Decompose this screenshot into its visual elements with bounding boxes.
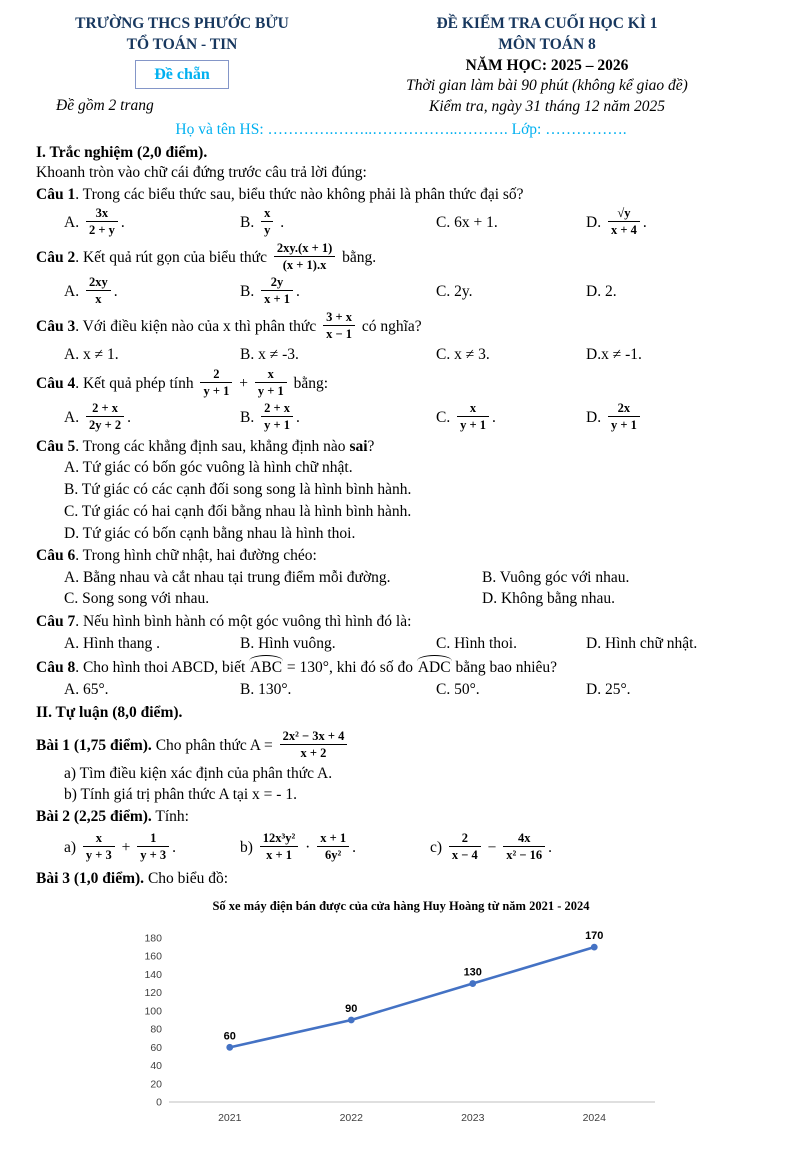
question-5-emphasis: sai bbox=[349, 437, 368, 455]
question-6-options bbox=[36, 568, 766, 610]
question-2-options bbox=[36, 276, 766, 309]
q3-option-c[interactable]: C. x ≠ 3. bbox=[436, 345, 490, 363]
question-7-options bbox=[36, 634, 766, 655]
fraction: $\frac{3x}{2 + y}$ bbox=[86, 206, 118, 237]
essay-2-part-a: a) $\frac{x}{y + 3}$ + $\frac{1}{y + 3}$ . bbox=[64, 830, 177, 862]
q6-option-b[interactable]: B. Vuông góc với nhau. bbox=[482, 569, 630, 587]
q7-option-c[interactable]: C. Hình thoi. bbox=[436, 634, 517, 652]
q2-option-a[interactable]: A. $\frac{2xy}{x}$ . bbox=[64, 274, 118, 306]
student-name-line: Họ và tên HS: ………….……..……………..………. Lớp: ……………. bbox=[175, 120, 627, 138]
exam-duration: Thời gian làm bài 90 phút (không kể giao đề) bbox=[406, 77, 688, 95]
question-4-options bbox=[36, 402, 766, 435]
sales-line-chart bbox=[123, 898, 679, 1136]
angle-hat-adc: ADC bbox=[417, 656, 452, 679]
svg-text:2021: 2021 bbox=[218, 1112, 242, 1125]
question-1 bbox=[36, 185, 766, 206]
question-5-options bbox=[36, 458, 766, 544]
essay-1-part-b: b) Tính giá trị phân thức A tại x = - 1. bbox=[64, 786, 297, 804]
svg-text:2022: 2022 bbox=[339, 1112, 363, 1125]
svg-text:60: 60 bbox=[223, 1030, 236, 1043]
svg-text:40: 40 bbox=[150, 1060, 162, 1073]
essay-1-part-a: a) Tìm điều kiện xác định của phân thức A. bbox=[64, 764, 333, 782]
essay-3: Bài 3 (1,0 điểm). Cho biểu đồ: bbox=[36, 869, 229, 887]
fraction: $\frac{x + 1}{\text{6y²}}$ bbox=[317, 831, 349, 862]
fraction: $\frac{\text{2x² − 3x + 4}}{x + 2}$ bbox=[280, 729, 348, 760]
question-3-options bbox=[36, 345, 766, 366]
svg-text:170: 170 bbox=[585, 930, 604, 943]
essay-2-part-b: b) $\frac{\text{12x³y²}}{x + 1}$ · $\frac{x + 1}{\text{6y²}}$ . bbox=[240, 830, 356, 862]
essay-2-parts bbox=[36, 832, 766, 865]
angle-hat-abc: ABC bbox=[249, 656, 283, 679]
q1-option-d[interactable]: D. $\frac{√y}{x + 4}$ . bbox=[586, 205, 647, 237]
q6-option-c[interactable]: C. Song song với nhau. bbox=[64, 590, 210, 608]
svg-text:0: 0 bbox=[156, 1096, 162, 1109]
question-5: Câu 5. Trong các khẳng định sau, khẳng định nào sai? bbox=[36, 437, 375, 455]
fraction: $\frac{x}{y + 1}$ bbox=[255, 367, 287, 398]
fraction: $\frac{2}{y + 1}$ bbox=[200, 367, 232, 398]
q8-option-b[interactable]: B. 130°. bbox=[240, 681, 292, 699]
q6-option-d[interactable]: D. Không bằng nhau. bbox=[482, 590, 616, 608]
fraction: $\frac{1}{y + 3}$ bbox=[137, 831, 169, 862]
pages-note: Đề gồm 2 trang bbox=[56, 96, 154, 114]
q1-option-c[interactable]: C. 6x + 1. bbox=[436, 214, 498, 231]
exam-date: Kiểm tra, ngày 31 tháng 12 năm 2025 bbox=[429, 98, 665, 116]
question-1-text: . Trong các biểu thức sau, biểu thức nào không phải là phân thức đại số? bbox=[75, 186, 524, 204]
question-2: Câu 2. Kết quả rút gọn của biểu thức $\frac{2xy.(x + 1)}{(x + 1).x}$ bằng. bbox=[36, 240, 377, 272]
svg-text:20: 20 bbox=[150, 1078, 162, 1091]
svg-text:90: 90 bbox=[345, 1003, 358, 1016]
q7-option-b[interactable]: B. Hình vuông. bbox=[240, 634, 336, 652]
exam-subject: MÔN TOÁN 8 bbox=[498, 35, 596, 53]
section-2-title: II. Tự luận (8,0 điểm). bbox=[36, 703, 183, 721]
q8-option-c[interactable]: C. 50°. bbox=[436, 681, 480, 699]
q4-option-a[interactable]: A. $\frac{2 + x}{2y + 2}$ . bbox=[64, 400, 131, 432]
question-2-label: Câu 2 bbox=[36, 248, 76, 266]
q1-option-b[interactable]: B. $\frac{x}{y}$ . bbox=[240, 205, 285, 237]
fraction: $\frac{4x}{\text{x² − 16}}$ bbox=[503, 831, 545, 862]
svg-text:2024: 2024 bbox=[582, 1112, 606, 1125]
q5-option-b[interactable]: B. Tứ giác có các cạnh đối song song là hình bình hành. bbox=[64, 481, 412, 499]
fraction: $\frac{2xy.(x + 1)}{(x + 1).x}$ bbox=[274, 241, 335, 272]
q4-option-c[interactable]: C. $\frac{x}{y + 1}$ . bbox=[436, 400, 496, 432]
svg-text:120: 120 bbox=[144, 987, 162, 1000]
q8-option-a[interactable]: A. 65°. bbox=[64, 681, 109, 699]
question-1-label: Câu 1 bbox=[36, 186, 76, 204]
svg-text:180: 180 bbox=[144, 932, 162, 945]
fraction: $\frac{\text{12x³y²}}{x + 1}$ bbox=[260, 831, 299, 862]
question-6: Câu 6. Trong hình chữ nhật, hai đường chéo: bbox=[36, 547, 317, 565]
exam-variant-box: Đề chẵn bbox=[135, 60, 229, 89]
essay-2-part-c: c) $\frac{2}{x - 4}$ − $\frac{4x}{\text{x² − 16}}$ . bbox=[430, 830, 553, 862]
question-3-label: Câu 3 bbox=[36, 317, 76, 335]
essay-3-label: Bài 3 (1,0 điểm). bbox=[36, 869, 145, 887]
fraction: $\frac{√y}{x + 4}$ bbox=[608, 206, 640, 237]
question-8-options bbox=[36, 680, 766, 701]
q1-option-a[interactable]: A. $\frac{3x}{2 + y}$ . bbox=[64, 205, 125, 237]
q4-option-b[interactable]: B. $\frac{2 + x}{y + 1}$ . bbox=[240, 400, 300, 432]
question-8-label: Câu 8 bbox=[36, 659, 76, 677]
question-8: Câu 8. Cho hình thoi ABCD, biết ABC = 130°, khi đó số đo ADC bằng bao nhiêu? bbox=[36, 656, 766, 679]
department-name: TỔ TOÁN - TIN bbox=[126, 35, 238, 53]
essay-2: Bài 2 (2,25 điểm). Tính: bbox=[36, 808, 189, 826]
chart-title: Số xe máy điện bán được của cửa hàng Huy Hoàng từ năm 2021 - 2024 bbox=[212, 898, 590, 913]
fraction: $\frac{2 + x}{y + 1}$ bbox=[261, 401, 293, 432]
q5-option-c[interactable]: C. Tứ giác có hai cạnh đối bằng nhau là hình bình hành. bbox=[64, 502, 412, 520]
header-left-column bbox=[36, 14, 328, 117]
fraction: $\frac{2xy}{x}$ bbox=[86, 275, 111, 306]
fraction: $\frac{x}{y + 3}$ bbox=[83, 831, 115, 862]
q8-option-d[interactable]: D. 25°. bbox=[586, 681, 631, 699]
question-7: Câu 7. Nếu hình bình hành có một góc vuông thì hình đó là: bbox=[36, 612, 412, 630]
q3-option-a[interactable]: A. x ≠ 1. bbox=[64, 345, 119, 363]
question-6-label: Câu 6 bbox=[36, 547, 76, 565]
exam-header bbox=[36, 14, 766, 118]
q5-option-d[interactable]: D. Tứ giác có bốn cạnh bằng nhau là hình thoi. bbox=[64, 524, 356, 542]
q7-option-d[interactable]: D. Hình chữ nhật. bbox=[586, 634, 698, 652]
q3-option-b[interactable]: B. x ≠ -3. bbox=[240, 345, 299, 363]
question-7-label: Câu 7 bbox=[36, 612, 76, 630]
svg-text:160: 160 bbox=[144, 951, 162, 964]
fraction: $\frac{x}{y}$ bbox=[261, 206, 273, 237]
question-3: Câu 3. Với điều kiện nào của x thì phân thức $\frac{3 + x}{x - 1}$ có nghĩa? bbox=[36, 309, 422, 341]
svg-text:100: 100 bbox=[144, 1005, 162, 1018]
svg-text:2023: 2023 bbox=[461, 1112, 485, 1125]
essay-1: Bài 1 (1,75 điểm). Cho phân thức A = $\frac{\text{2x² − 3x + 4}}{x + 2}$ bbox=[36, 730, 766, 763]
q2-option-d[interactable]: D. 2. bbox=[586, 283, 617, 300]
q4-option-d[interactable]: D. $\frac{2x}{y + 1}$ bbox=[586, 402, 766, 435]
q6-option-a[interactable]: A. Bằng nhau và cắt nhau tại trung điểm mỗi đường. bbox=[64, 569, 391, 587]
essay-2-label: Bài 2 (2,25 điểm). bbox=[36, 808, 152, 826]
question-5-label: Câu 5 bbox=[36, 437, 76, 455]
q5-option-a[interactable]: A. Tứ giác có bốn góc vuông là hình chữ nhật. bbox=[64, 459, 353, 477]
svg-text:140: 140 bbox=[144, 969, 162, 982]
section-1-title: I. Trắc nghiệm (2,0 điểm). bbox=[36, 143, 208, 161]
q3-option-d[interactable]: D.x ≠ -1. bbox=[586, 345, 642, 363]
question-4-label: Câu 4 bbox=[36, 374, 76, 392]
essay-1-label: Bài 1 (1,75 điểm). bbox=[36, 736, 152, 754]
header-right-column bbox=[328, 14, 766, 118]
question-1-options bbox=[36, 207, 766, 240]
exam-title: ĐỀ KIỂM TRA CUỐI HỌC KÌ 1 bbox=[436, 15, 658, 32]
school-name: TRƯỜNG THCS PHƯỚC BỬU bbox=[75, 15, 289, 32]
school-year: NĂM HỌC: 2025 – 2026 bbox=[465, 56, 629, 74]
q7-option-a[interactable]: A. Hình thang . bbox=[64, 634, 161, 652]
fraction: $\frac{2}{x - 4}$ bbox=[449, 831, 481, 862]
q2-option-b[interactable]: B. $\frac{2y}{x + 1}$ . bbox=[240, 274, 300, 306]
section-1-instruction: Khoanh tròn vào chữ cái đứng trước câu trả lời đúng: bbox=[36, 164, 367, 182]
svg-text:130: 130 bbox=[463, 966, 482, 979]
svg-text:80: 80 bbox=[150, 1024, 162, 1037]
fraction: $\frac{2x}{y + 1}$ bbox=[608, 401, 640, 432]
fraction: $\frac{2y}{x + 1}$ bbox=[261, 275, 293, 306]
fraction: $\frac{2 + x}{2y + 2}$ bbox=[86, 401, 124, 432]
svg-text:60: 60 bbox=[150, 1042, 162, 1055]
fraction: $\frac{3 + x}{x - 1}$ bbox=[323, 310, 355, 341]
line-chart-plot bbox=[123, 916, 679, 1128]
question-4: Câu 4. Kết quả phép tính $\frac{2}{y + 1}$ + $\frac{x}{y + 1}$ bằng: bbox=[36, 366, 329, 398]
q2-option-c[interactable]: C. 2y. bbox=[436, 283, 473, 300]
fraction: $\frac{x}{y + 1}$ bbox=[457, 401, 489, 432]
